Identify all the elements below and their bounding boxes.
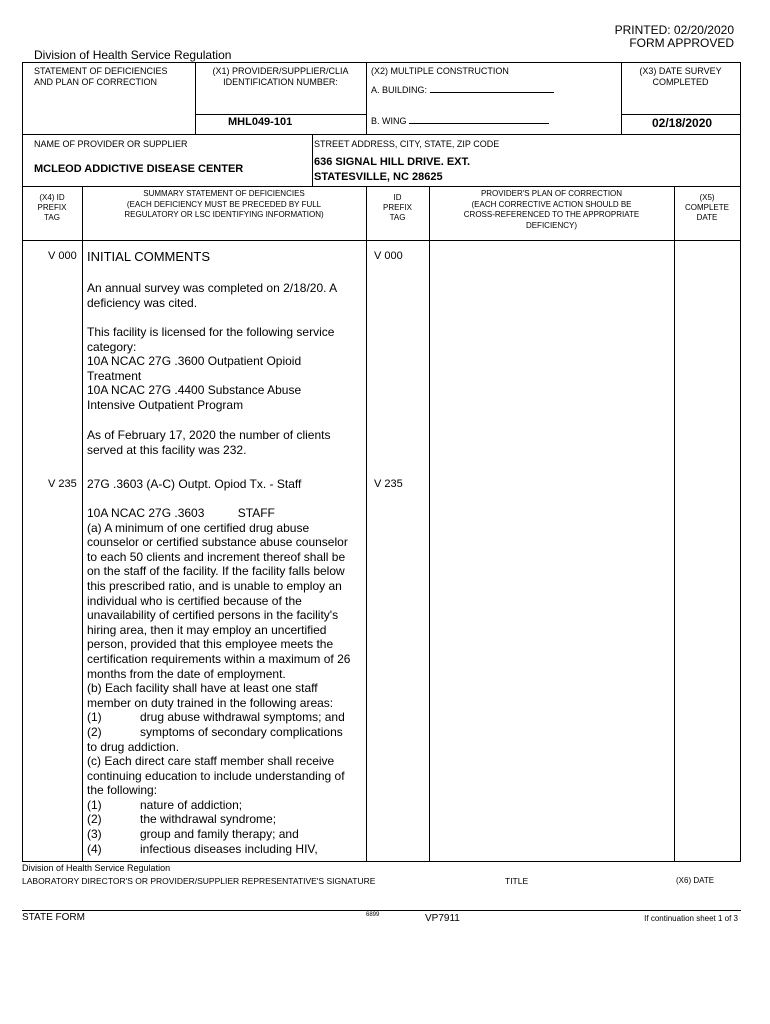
list-c-item-3 bbox=[87, 827, 367, 842]
para4-head-rule: 10A NCAC 27G .3603 bbox=[87, 506, 205, 520]
v235-title: 27G .3603 (A-C) Outpt. Opiod Tx. - Staff bbox=[87, 477, 302, 491]
id-header-2: PREFIX bbox=[383, 203, 412, 212]
provider-name-label: NAME OF PROVIDER OR SUPPLIER bbox=[34, 139, 188, 149]
signature-label: LABORATORY DIRECTOR'S OR PROVIDER/SUPPLIER REPRESENTATIVE'S SIGNATURE bbox=[22, 876, 376, 886]
para4-heading bbox=[87, 506, 367, 521]
x3-label-1: (X3) DATE SURVEY bbox=[639, 66, 722, 76]
para4-line-12: (b) Each facility shall have at least one staff bbox=[87, 681, 318, 696]
x5-header-2: COMPLETE bbox=[684, 203, 729, 212]
state-form-label: STATE FORM bbox=[22, 912, 85, 923]
x2-building-label: A. BUILDING: bbox=[371, 85, 428, 95]
para4-head-staff: STAFF bbox=[237, 506, 275, 520]
para3-line-2: served at this facility was 232. bbox=[87, 442, 247, 457]
continuation-sheet: If continuation sheet 1 of 3 bbox=[644, 914, 738, 923]
para4-line-5: this prescribed ratio, and is unable to employ an bbox=[87, 578, 342, 593]
form-approved: FORM APPROVED bbox=[629, 36, 734, 50]
x1-label-2: IDENTIFICATION NUMBER: bbox=[223, 77, 338, 87]
x1-label-1: (X1) PROVIDER/SUPPLIER/CLIA bbox=[212, 66, 349, 76]
para2-line-6: Intensive Outpatient Program bbox=[87, 397, 244, 412]
x2-building-blank bbox=[430, 83, 554, 93]
summary-header-3: REGULATORY OR LSC IDENTIFYING INFORMATION) bbox=[124, 210, 324, 219]
list-b-text-2: symptoms of secondary complications bbox=[140, 724, 343, 739]
tag-v235: V 235 bbox=[48, 478, 77, 490]
list-b-item-2 bbox=[87, 725, 367, 740]
para4-line-9: person, provided that this employee meets the bbox=[87, 637, 334, 652]
list-c-item-1 bbox=[87, 798, 367, 813]
list-c-text-4: infectious diseases including HIV, bbox=[140, 841, 318, 856]
tag-v235-right: V 235 bbox=[374, 478, 403, 490]
x4-header-3: TAG bbox=[44, 213, 60, 222]
initial-comments-title: INITIAL COMMENTS bbox=[87, 249, 211, 264]
list-c-item-4 bbox=[87, 842, 367, 857]
para4-line-7: unavailability of certified persons in the facility's bbox=[87, 608, 339, 623]
address-line-2: STATESVILLE, NC 28625 bbox=[314, 171, 443, 183]
para4-line-11: months from the date of employment. bbox=[87, 666, 286, 681]
para3-line-1: As of February 17, 2020 the number of clients bbox=[87, 428, 331, 442]
id-header-1: ID bbox=[393, 193, 402, 202]
list-b-num-2: (2) bbox=[87, 724, 102, 739]
summary-header-1: SUMMARY STATEMENT OF DEFICIENCIES bbox=[143, 189, 305, 198]
para1-line-2: deficiency was cited. bbox=[87, 295, 198, 310]
printed-date: PRINTED: 02/20/2020 bbox=[614, 23, 734, 37]
para5-line-4: the following: bbox=[87, 783, 158, 798]
plan-header-4: DEFICIENCY) bbox=[525, 220, 578, 230]
para4-line-2: counselor or certified substance abuse counselor bbox=[87, 535, 348, 550]
para4-line-13: member on duty trained in the following areas: bbox=[87, 695, 334, 710]
tag-v000-right: V 000 bbox=[374, 250, 403, 262]
para2-line-1: This facility is licensed for the following service bbox=[87, 325, 335, 339]
x4-header-2: PREFIX bbox=[37, 203, 67, 212]
x2-label: (X2) MULTIPLE CONSTRUCTION bbox=[371, 66, 509, 76]
list-c-num-3: (3) bbox=[87, 827, 102, 842]
para5-line-3: continuing education to include understanding of bbox=[87, 768, 345, 783]
footer-division: Division of Health Service Regulation bbox=[22, 863, 171, 873]
para4-line-10: certification requirements within a maximum of 26 bbox=[87, 651, 351, 666]
x5-header-3: DATE bbox=[696, 213, 718, 222]
list-c-item-2 bbox=[87, 812, 367, 827]
x4-header-1: (X4) ID bbox=[39, 193, 65, 202]
list-b-text-1: drug abuse withdrawal symptoms; and bbox=[140, 710, 345, 725]
para2-line-2: category: bbox=[87, 339, 137, 354]
provider-name: MCLEOD ADDICTIVE DISEASE CENTER bbox=[34, 163, 244, 175]
division-title: Division of Health Service Regulation bbox=[34, 48, 232, 62]
para4-line-4: on the staff of the facility. If the facility falls below bbox=[87, 564, 345, 579]
para5-line-2: (c) Each direct care staff member shall receive bbox=[87, 754, 335, 769]
plan-header-2: (EACH CORRECTIVE ACTION SHOULD BE bbox=[471, 199, 632, 209]
form-code: 6899 bbox=[366, 912, 380, 918]
plan-header-1: PROVIDER'S PLAN OF CORRECTION bbox=[480, 189, 623, 198]
x2-wing-blank bbox=[409, 114, 549, 124]
para2-line-5: 10A NCAC 27G .4400 Substance Abuse bbox=[87, 383, 302, 398]
title-label: TITLE bbox=[505, 876, 529, 886]
statement-label-2: AND PLAN OF CORRECTION bbox=[34, 77, 158, 87]
statement-label-1: STATEMENT OF DEFICIENCIES bbox=[34, 66, 168, 76]
para4-line-8: hiring area, then it may employ an uncertified bbox=[87, 622, 327, 637]
x3-label-2: COMPLETED bbox=[652, 77, 709, 87]
para4-line-6: individual who is certified because of the bbox=[87, 593, 302, 608]
para1-line-1: An annual survey was completed on 2/18/20. A bbox=[87, 281, 338, 295]
address-label: STREET ADDRESS, CITY, STATE, ZIP CODE bbox=[314, 139, 500, 149]
list-c-text-2: the withdrawal syndrome; bbox=[140, 812, 277, 827]
para2-line-3: 10A NCAC 27G .3600 Outpatient Opioid bbox=[87, 354, 302, 369]
list-b-num-1: (1) bbox=[87, 710, 102, 725]
tag-v000: V 000 bbox=[48, 250, 77, 262]
para5-line-1: to drug addiction. bbox=[87, 739, 180, 754]
list-c-text-1: nature of addiction; bbox=[140, 797, 243, 812]
para4-line-3: to each 50 clients and increment thereof shall be bbox=[87, 549, 346, 564]
x3-value: 02/18/2020 bbox=[652, 116, 713, 130]
x6-date-label: (X6) DATE bbox=[676, 876, 715, 885]
plan-header-3: CROSS-REFERENCED TO THE APPROPRIATE bbox=[463, 210, 640, 219]
vp-code: VP7911 bbox=[425, 913, 460, 924]
list-b-item-1 bbox=[87, 710, 367, 725]
x2-wing-label: B. WING bbox=[371, 116, 407, 126]
para4-line-1: (a) A minimum of one certified drug abuse bbox=[87, 520, 310, 535]
id-header-3: TAG bbox=[389, 213, 406, 222]
list-c-num-1: (1) bbox=[87, 797, 102, 812]
para2-line-4: Treatment bbox=[87, 368, 142, 383]
list-c-text-3: group and family therapy; and bbox=[140, 827, 299, 842]
x1-value: MHL049-101 bbox=[228, 116, 293, 128]
address-line-1: 636 SIGNAL HILL DRIVE. EXT. bbox=[314, 156, 471, 168]
x5-header-1: (X5) bbox=[699, 193, 715, 202]
list-c-num-2: (2) bbox=[87, 812, 102, 827]
summary-header-2: (EACH DEFICIENCY MUST BE PRECEDED BY FULL bbox=[126, 199, 322, 209]
list-c-num-4: (4) bbox=[87, 841, 102, 856]
